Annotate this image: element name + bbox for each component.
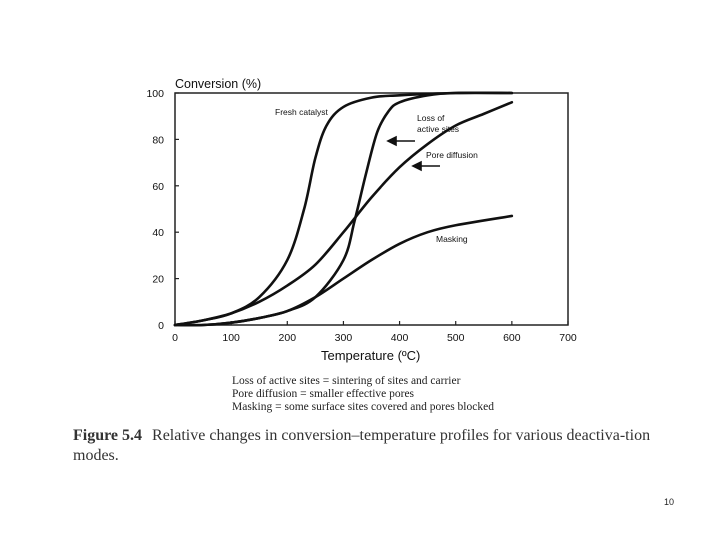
x-tick-label: 500 bbox=[446, 332, 465, 344]
x-tick-label: 300 bbox=[334, 332, 353, 344]
x-tick-label: 600 bbox=[503, 332, 521, 344]
note-pore-diffusion: Pore diffusion = smaller effective pores bbox=[232, 388, 415, 400]
x-tick-label: 700 bbox=[559, 332, 577, 344]
series-line-pore-diffusion bbox=[175, 102, 512, 325]
figure-caption-text: Relative changes in conversion–temperature profiles for various deactiva-tion modes. bbox=[73, 427, 651, 464]
y-tick-label: 20 bbox=[152, 273, 164, 286]
figure-label: Figure 5.4 bbox=[73, 427, 143, 444]
series-line-fresh-catalyst bbox=[175, 93, 512, 325]
annotation-active-sites: active sites bbox=[417, 124, 460, 134]
x-axis-label: Temperature (ºC) bbox=[321, 348, 421, 363]
curve-annotations bbox=[275, 107, 478, 244]
x-tick-label: 0 bbox=[172, 332, 178, 344]
slide-number: 10 bbox=[664, 497, 675, 507]
y-tick-label: 40 bbox=[152, 227, 164, 240]
series-line-loss-of-active-sites bbox=[175, 93, 512, 325]
series-lines bbox=[175, 93, 512, 325]
note-loss-of-active-sites: Loss of active sites = sintering of sites and carrier bbox=[232, 375, 461, 387]
y-tick-label: 80 bbox=[152, 134, 164, 147]
y-axis-ticks bbox=[146, 88, 179, 332]
y-axis-label: Conversion (%) bbox=[175, 77, 262, 91]
note-masking: Masking = some surface sites covered and pores blocked bbox=[232, 401, 494, 413]
annotation-loss-of: Loss of bbox=[417, 113, 445, 123]
plot-frame bbox=[175, 93, 568, 325]
arrow-pore-diffusion bbox=[413, 162, 440, 170]
x-tick-label: 100 bbox=[222, 332, 240, 344]
annotation-masking: Masking bbox=[436, 234, 468, 244]
y-tick-label: 60 bbox=[152, 180, 164, 193]
annotation-pore-diffusion: Pore diffusion bbox=[426, 150, 478, 160]
y-tick-label: 0 bbox=[158, 320, 164, 332]
annotation-fresh-catalyst: Fresh catalyst bbox=[275, 107, 328, 117]
definition-notes bbox=[232, 375, 494, 414]
y-tick-label: 100 bbox=[146, 88, 164, 100]
x-tick-label: 200 bbox=[278, 332, 297, 344]
x-tick-label: 400 bbox=[390, 332, 409, 344]
figure-caption bbox=[73, 426, 673, 466]
arrow-loss-of-active-sites bbox=[388, 137, 415, 145]
